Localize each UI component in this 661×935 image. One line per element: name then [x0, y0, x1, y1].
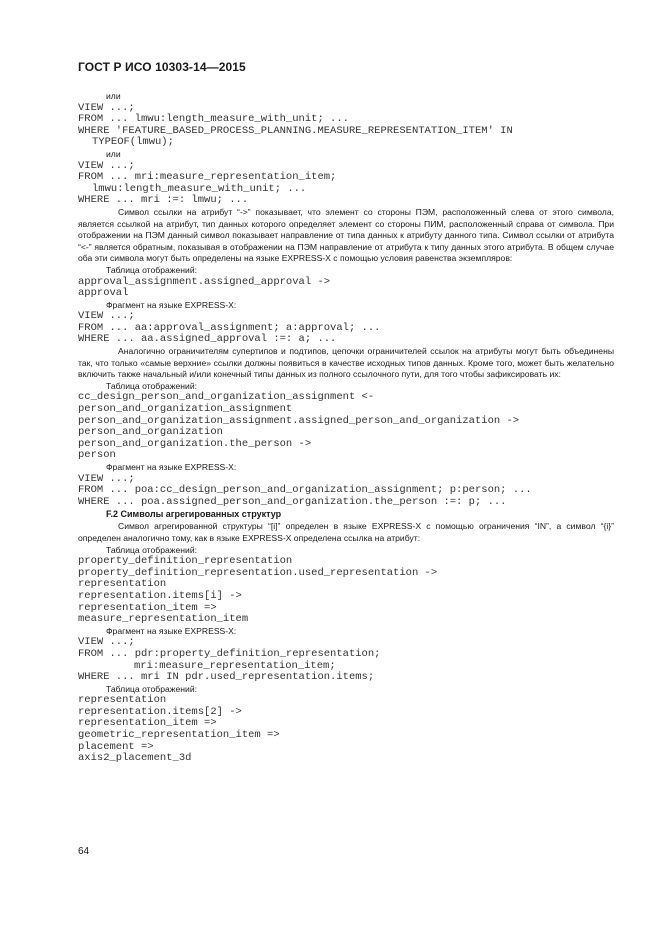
code-line: representation.items[i] -> — [78, 589, 242, 602]
code-line: person — [78, 449, 116, 462]
body-paragraph: Символ агрегированной структуры “[i]” определен в языке EXPRESS-X с помощью ограничения “IN”, а символ “{i}” определен аналогично тому, как в языке EXPRESS-X определена ссылка на атрибут: — [78, 521, 614, 543]
code-line: VIEW ...; — [78, 636, 135, 649]
code-line: WHERE ... mri IN pdr.used_representation.items; — [78, 671, 375, 684]
body-paragraph: Аналогично ограничителям супертипов и подтипов, цепочки ограничителей ссылок на атрибуты могут быть объединены так, что только «самые верхние» ссылки должны появиться в качестве исходных типов данных. Кроме того, может быть желательно включить также начальный и/или конечный типы данных из полного ссылочного пути, для того чтобы зафиксировать их: — [78, 346, 614, 380]
code-line: person_and_organization_assignment — [78, 403, 293, 416]
code-line: representation — [78, 578, 167, 591]
code-line: VIEW ...; — [78, 101, 135, 114]
code-line: axis2_placement_3d — [78, 752, 192, 765]
code-line: VIEW ...; — [78, 472, 135, 485]
document-body — [78, 91, 614, 765]
code-line: cc_design_person_and_organization_assignment <- — [78, 391, 375, 404]
caption-line: Фрагмент на языке EXPRESS-X: — [106, 299, 237, 310]
code-line: WHERE ... poa.assigned_person_and_organization.the_person :=: p; ... — [78, 495, 507, 508]
caption-line: Таблица отображений: — [106, 544, 198, 555]
code-line: representation — [78, 694, 167, 707]
caption-line: Фрагмент на языке EXPRESS-X: — [106, 462, 237, 472]
body-paragraph: Символ ссылки на атрибут “->” показывает, что элемент со стороны ПЭМ, расположенный слева от этого символа, является ссылкой на атрибут, тип данных которого определяет элемент со стороны ПИМ, расположенный справа от символа. При отображении на ПЭМ данный символ показывает направление от типа данных к атрибуту данного типа. Символ ссылки от атрибута “<-” является обратным, показывая в отображении на ПЭМ направление от атрибута к типу данных этого атрибута. В общем случае оба эти символа могут быть определены на языке EXPRESS-X с помощью условия равенства экземпляров: — [78, 206, 614, 264]
code-line: approval_assignment.assigned_approval -> — [78, 275, 331, 288]
code-line: WHERE ... mri :=: lmwu; ... — [78, 194, 249, 207]
code-line: representation_item => — [78, 601, 217, 614]
caption-line: Таблица отображений: — [106, 683, 198, 694]
caption-line: или — [106, 91, 121, 101]
caption-line: или — [106, 148, 121, 159]
code-line: FROM ... mri:measure_representation_item; — [78, 171, 337, 184]
caption-line: Таблица отображений: — [106, 264, 198, 275]
code-line: person_and_organization.the_person -> — [78, 437, 312, 450]
code-line: person_and_organization_assignment.assigned_person_and_organization -> — [78, 414, 520, 427]
code-line: VIEW ...; — [78, 159, 135, 172]
code-line: VIEW ...; — [78, 310, 135, 323]
code-line: FROM ... lmwu:length_measure_with_unit; ... — [78, 113, 349, 126]
code-line: FROM ... poa:cc_design_person_and_organization_assignment; p:person; ... — [78, 484, 532, 497]
code-line: property_definition_representation — [78, 555, 293, 568]
code-line: representation.items[2] -> — [78, 705, 242, 718]
code-line: WHERE ... aa.assigned_approval :=: a; ... — [78, 333, 337, 346]
code-line: WHERE 'FEATURE_BASED_PROCESS_PLANNING.MEASURE_REPRESENTATION_ITEM' IN — [78, 124, 513, 137]
caption-line: Таблица отображений: — [106, 380, 198, 391]
page-number: 64 — [78, 846, 90, 857]
code-line: lmwu:length_measure_with_unit; ... — [92, 182, 307, 195]
code-line: FROM ... pdr:property_definition_representation; — [78, 647, 381, 660]
code-line: TYPEOF(lmwu); — [92, 136, 174, 149]
code-line: representation_item => — [78, 717, 217, 730]
code-line: geometric_representation_item => — [78, 729, 280, 742]
code-line: property_definition_representation.used_representation -> — [78, 566, 438, 579]
caption-line: Фрагмент на языке EXPRESS-X: — [106, 625, 237, 636]
section-heading: F.2 Символы агрегированных структур — [106, 509, 282, 520]
code-line: placement => — [78, 740, 154, 753]
code-line: FROM ... aa:approval_assignment; a:approval; ... — [78, 321, 381, 334]
standard-header: ГОСТ Р ИСО 10303-14—2015 — [78, 60, 246, 74]
code-line: approval — [78, 287, 129, 300]
code-line: person_and_organization — [78, 426, 223, 439]
code-line: measure_representation_item — [78, 613, 249, 626]
code-line: mri:measure_representation_item; — [134, 659, 336, 672]
